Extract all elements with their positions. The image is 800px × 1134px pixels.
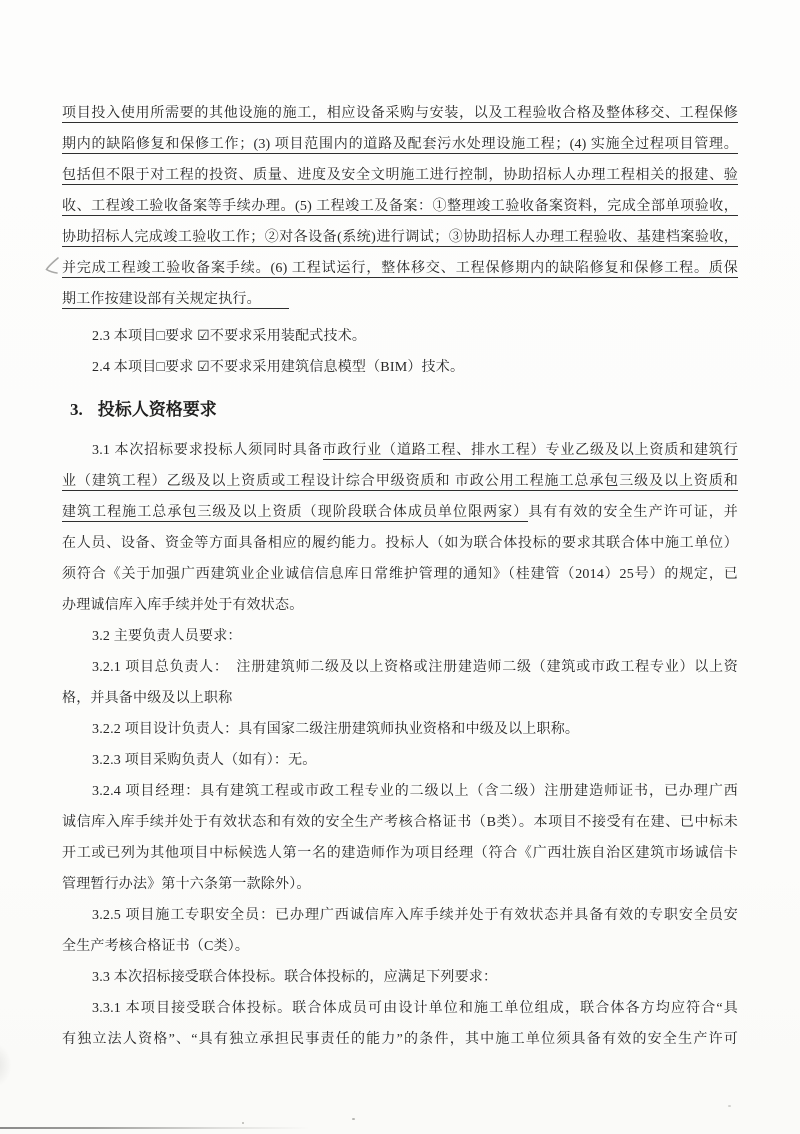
text-line xyxy=(62,621,738,652)
underlined-text: 协助招标人完成竣工验收工作；②对各设备(系统)进行调试；③协助招标人办理工程验收、基建档案验收， xyxy=(62,230,738,245)
text-line xyxy=(62,714,738,745)
underlined-text: 包括但不限于对工程的投资、质量、进度及安全文明施工进行控制，协助招标人办理工程相关的报建、验 xyxy=(62,168,738,183)
text-segment: 3.2.1 项目总负责人： 注册建筑师二级及以上资格或注册建造师二级（建筑或市政工程专业）以上资 xyxy=(92,660,738,675)
underlined-text: 期内的缺陷修复和保修工作；(3) 项目范围内的道路及配套污水处理设施工程；(4) 实施全过程项目管理。 xyxy=(62,137,738,152)
text-line xyxy=(62,98,738,129)
text-line xyxy=(62,683,738,714)
block-qualification-3-1 xyxy=(62,435,738,621)
text-segment: 开工或已列为其他项目中标候选人第一名的建造师作为项目经理（符合《广西壮族自治区建筑市场诚信卡 xyxy=(62,846,738,861)
heading-number: 3. xyxy=(70,400,83,419)
document-body xyxy=(62,98,738,1055)
underlined-text: 项目投入使用所需要的其他设施的施工，相应设备采购与安装，以及工程验收合格及整体移交、工程保修 xyxy=(62,106,738,121)
text-line xyxy=(62,931,738,962)
scan-speck xyxy=(728,1105,731,1107)
text-segment: 3.2.5 项目施工专职安全员：已办理广西诚信库入库手续并处于有效状态并具备有效的专职安全员安 xyxy=(92,908,738,923)
block-tech-requirements xyxy=(62,321,738,383)
text-segment: 3.2 主要负责人员要求： xyxy=(92,629,242,644)
text-line xyxy=(62,191,738,222)
block-personnel-and-jv xyxy=(62,621,738,1055)
text-segment: 管理暂行办法》第十六条第一款除外）。 xyxy=(62,877,311,892)
block-scope-of-work xyxy=(62,98,738,315)
text-line xyxy=(62,352,738,383)
text-segment: 须符合《关于加强广西建筑业企业诚信信息库日常维护管理的通知》（桂建管（2014）25号）的规定，已 xyxy=(62,567,738,582)
text-segment: 有独立法人资格”、“具有独立承担民事责任的能力”的条件，其中施工单位须具备有效的安全生产许可 xyxy=(62,1032,738,1047)
text-segment: 2.3 本项目□要求 ☑不要求采用装配式技术。 xyxy=(92,329,367,344)
text-segment: 在人员、设备、资金等方面具备相应的履约能力。投标人（如为联合体投标的要求其联合体中施工单位） xyxy=(62,536,738,551)
text-line xyxy=(62,590,738,621)
text-segment: 3.1 本次招标要求投标人须同时具备 xyxy=(92,443,323,458)
text-segment: 格，并具备中级及以上职称 xyxy=(62,691,233,706)
text-line xyxy=(62,745,738,776)
underlined-text: 业（建筑工程）乙级及以上资质或工程设计综合甲级资质和 市政公用工程施工总承包三级及以上资质和 xyxy=(62,474,738,489)
text-line xyxy=(62,253,738,284)
text-segment: 2.4 本项目□要求 ☑不要求采用建筑信息模型（BIM）技术。 xyxy=(92,360,465,375)
text-segment: 办理诚信库入库手续并处于有效状态。 xyxy=(62,598,304,613)
scan-smudge xyxy=(0,1042,12,1088)
scan-speck xyxy=(352,1118,355,1120)
text-line xyxy=(62,528,738,559)
text-line xyxy=(62,652,738,683)
underlined-text: 市政行业（道路工程、排水工程）专业乙级及以上资质和建筑行 xyxy=(322,443,738,458)
text-segment: 3.2.3 项目采购负责人（如有）：无。 xyxy=(92,753,317,768)
text-line xyxy=(62,869,738,900)
text-line xyxy=(62,807,738,838)
text-segment: 诚信库入库手续并处于有效状态和有效的安全生产考核合格证书（B类）。本项目不接受有在建、已中标未 xyxy=(62,815,738,830)
text-line xyxy=(62,129,738,160)
underlined-text: 并完成工程竣工验收备案手续。(6) 工程试运行，整体移交、工程保修期内的缺陷修复和保修工程。质保 xyxy=(62,261,738,276)
text-line xyxy=(62,559,738,590)
text-line xyxy=(62,160,738,191)
text-line xyxy=(62,776,738,807)
text-segment: 3.2.2 项目设计负责人：具有国家二级注册建筑师执业资格和中级及以上职称。 xyxy=(92,722,580,737)
text-line xyxy=(62,466,738,497)
text-line xyxy=(62,222,738,253)
text-segment: 3.3.1 本项目接受联合体投标。联合体成员可由设计单位和施工单位组成，联合体各方均应符合“具 xyxy=(92,1001,738,1016)
text-line xyxy=(62,838,738,869)
text-line xyxy=(62,993,738,1024)
scan-edge-line xyxy=(0,1127,310,1129)
pencil-check-mark xyxy=(42,254,62,282)
block-qualification-heading xyxy=(70,393,738,427)
text-line xyxy=(62,321,738,352)
text-line xyxy=(62,900,738,931)
text-segment: 全生产考核合格证书（C类）。 xyxy=(62,939,250,954)
text-line xyxy=(62,497,738,528)
text-segment: 3.2.4 项目经理：具有建筑工程或市政工程专业的二级以上（含二级）注册建造师证书，已办理广西 xyxy=(92,784,738,799)
underlined-text: 收、工程竣工验收备案等手续办理。(5) 工程竣工及备案：①整理竣工验收备案资料，完成全部单项验收， xyxy=(62,199,738,214)
text-segment: 具有有效的安全生产许可证，并 xyxy=(528,505,738,520)
scan-speck xyxy=(242,1122,244,1124)
text-line xyxy=(62,962,738,993)
text-line xyxy=(62,1024,738,1055)
text-line xyxy=(62,284,738,315)
underlined-text: 建筑工程施工总承包三级及以上资质（现阶段联合体成员单位限两家） xyxy=(62,505,529,520)
text-line xyxy=(62,435,738,466)
heading-title: 投标人资格要求 xyxy=(97,400,217,419)
text-segment: 3.3 本次招标接受联合体投标。联合体投标的，应满足下列要求： xyxy=(92,970,498,985)
underlined-text: 期工作按建设部有关规定执行。 xyxy=(62,292,289,309)
